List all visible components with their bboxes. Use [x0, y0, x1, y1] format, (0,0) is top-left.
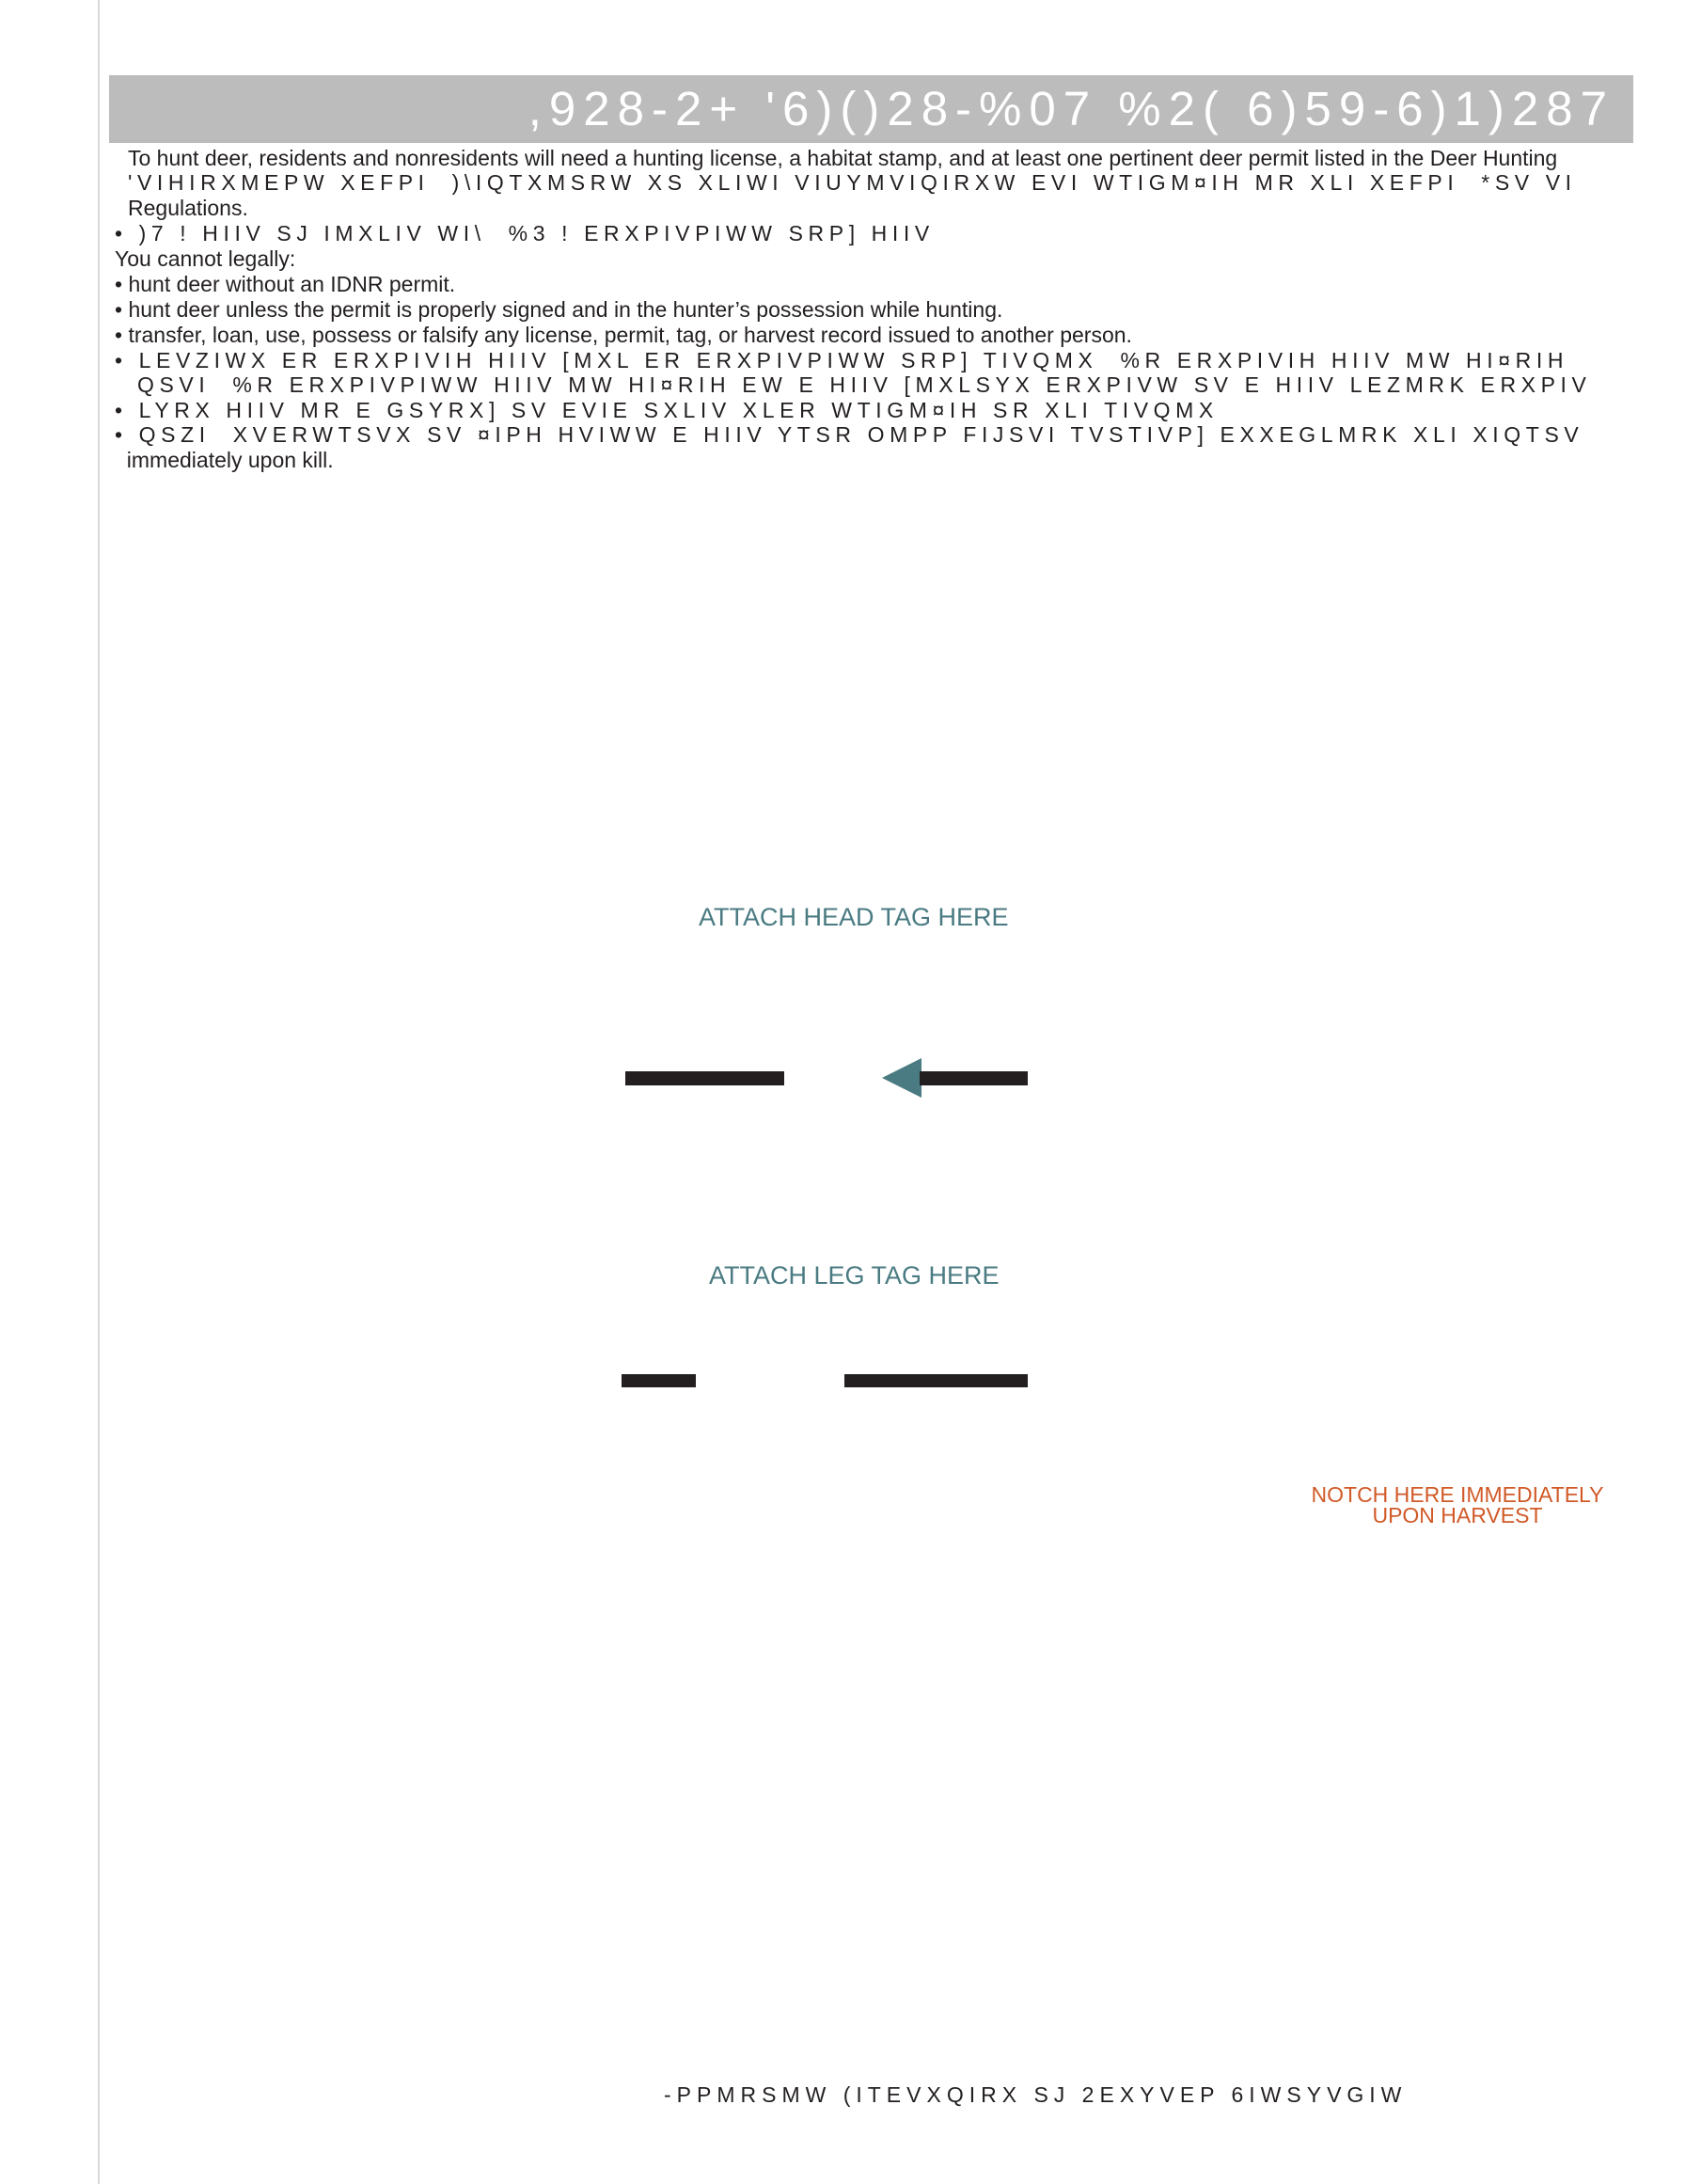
intro-line-2: 'VIHIRXMEPW XEFPI )\IQTXMSRW XS XLIWI VIUYMVIQIRXW EVI WTIGM¤IH MR XLI XEFPI *SV VI — [128, 170, 1577, 195]
arrow-left-icon — [882, 1058, 921, 1098]
list-item: • hunt deer without an IDNR permit. — [115, 272, 456, 296]
list-item: • hunt deer unless the permit is properly signed and in the hunter’s possession while hunting. — [115, 297, 1003, 322]
left-margin-rule — [98, 0, 100, 2184]
list-item: • LYRX HIIV MR E GSYRX] SV EVIE SXLIV XLER WTIGM¤IH SR XLI TIVQMX — [115, 398, 1219, 422]
list-item: • transfer, loan, use, possess or falsify any license, permit, tag, or harvest record issued to another person. — [115, 323, 1132, 347]
head-tag-slot-left — [625, 1071, 784, 1085]
notch-line-2: UPON HARVEST — [1372, 1503, 1543, 1527]
footer-agency-name: -PPMRSMW (ITEVXQIRX SJ 2EXYVEP 6IWSYVGIW — [664, 2082, 1408, 2107]
fee-bullet: • )7 ! HIIV SJ IMXLIV WI\ %3 ! ERXPIVPIWW SRP] HIIV — [115, 221, 935, 245]
list-item: • QSZI XVERWTSVX SV ¤IPH HVIWW E HIIV YTSR OMPP FIJSVI TVSTIVP] EXXEGLMRK XLI XIQTSV — [115, 422, 1584, 447]
page-title: ,928-2+ '6)()28-%07 %2( 6)59-6)1)287 — [528, 82, 1614, 135]
title-bar — [109, 75, 1633, 143]
intro-line-3: Regulations. — [128, 196, 248, 220]
leg-tag-label: ATTACH LEG TAG HERE — [709, 1261, 1000, 1290]
intro-line-1: To hunt deer, residents and nonresidents will need a hunting license, a habitat stamp, and at least one pertinent deer permit listed in the Deer Hunting — [128, 146, 1558, 170]
leg-tag-slot-right — [844, 1374, 1028, 1387]
list-item: • LEVZIWX ER ERXPIVIH HIIV [MXL ER ERXPIVPIWW SRP] TIVQMX %R ERXPIVIH HIIV MW HI¤RIH — [115, 348, 1569, 372]
head-tag-label: ATTACH HEAD TAG HERE — [699, 903, 1009, 931]
list-item-continuation: QSVI %R ERXPIVPIWW HIIV MW HI¤RIH EW E HIIV [MXLSYX ERXPIVW SV E HIIV LEZMRK ERXPIV — [115, 372, 1592, 397]
notch-instruction — [1298, 1484, 1617, 1526]
head-tag-slot-right — [920, 1071, 1028, 1085]
notch-line-1: NOTCH HERE IMMEDIATELY — [1311, 1482, 1604, 1507]
list-item-continuation: immediately upon kill. — [115, 448, 334, 472]
cannot-heading: You cannot legally: — [115, 246, 296, 271]
leg-tag-slot-left — [622, 1374, 696, 1387]
